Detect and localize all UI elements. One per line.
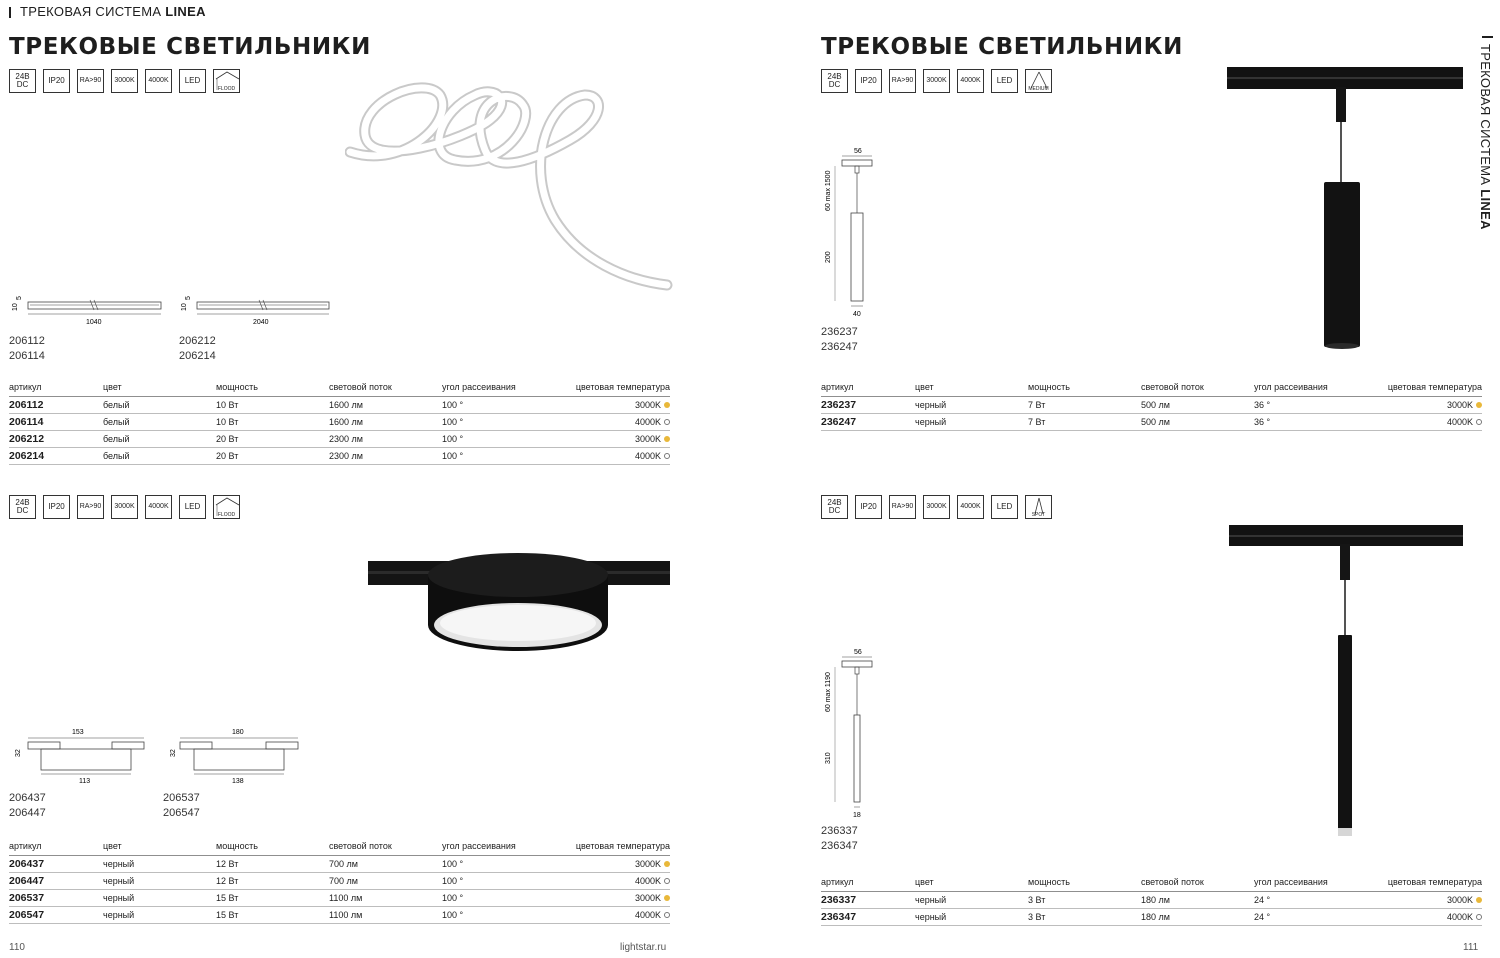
spec-table-right-block2 bbox=[821, 872, 1482, 926]
model-code: 206114 bbox=[9, 350, 45, 362]
temperature-cell bbox=[1367, 912, 1482, 922]
dim-height: 32 bbox=[15, 749, 22, 757]
article-cell: 206212 bbox=[9, 433, 45, 445]
dim-top: 180 bbox=[232, 729, 244, 736]
column-header: угол рассеивания bbox=[442, 840, 516, 851]
temperature-value: 4000K bbox=[634, 910, 661, 920]
color-cell: черный bbox=[915, 895, 947, 905]
article-cell: 236237 bbox=[821, 399, 857, 411]
column-header: световой поток bbox=[1141, 381, 1204, 392]
color-cell: черный bbox=[103, 910, 135, 920]
temperature-value: 4000K bbox=[634, 417, 661, 427]
strip-drawing-2040 bbox=[177, 290, 337, 330]
angle-cell: 100 ° bbox=[442, 859, 464, 869]
flux-cell: 1600 лм bbox=[329, 417, 363, 427]
model-codes-a bbox=[9, 334, 45, 364]
article-cell: 236247 bbox=[821, 416, 857, 428]
dim-cable: 60 max 1190 bbox=[825, 672, 832, 712]
column-header: угол рассеивания bbox=[1254, 381, 1328, 392]
table-header bbox=[821, 377, 1482, 397]
ip-rating-icon: IP20 bbox=[43, 69, 70, 93]
table-row bbox=[9, 397, 670, 414]
flux-cell: 180 лм bbox=[1141, 912, 1170, 922]
temp-4000k-icon: 4000K bbox=[145, 69, 172, 93]
dim-depth: 5 bbox=[16, 296, 23, 300]
table-row bbox=[9, 873, 670, 890]
article-cell: 206214 bbox=[9, 450, 45, 462]
temperature-value: 3000K bbox=[634, 859, 661, 869]
power-cell: 3 Вт bbox=[1028, 895, 1046, 905]
temp-4000k-icon: 4000K bbox=[957, 69, 984, 93]
dim-bottom: 138 bbox=[232, 778, 244, 785]
color-cell: черный bbox=[915, 417, 947, 427]
page-title-left: ТРЕКОВЫЕ СВЕТИЛЬНИКИ bbox=[9, 34, 371, 60]
dim-height: 32 bbox=[170, 749, 177, 757]
cri-icon: RA>90 bbox=[889, 69, 916, 93]
flux-cell: 1600 лм bbox=[329, 400, 363, 410]
table-row bbox=[9, 448, 670, 465]
color-cell: черный bbox=[103, 876, 135, 886]
table-row bbox=[821, 397, 1482, 414]
model-code: 206214 bbox=[179, 350, 216, 362]
column-header: артикул bbox=[9, 381, 42, 392]
model-code: 206112 bbox=[9, 335, 45, 347]
temperature-cell bbox=[555, 400, 670, 410]
series-label-vertical: ТРЕКОВАЯ СИСТЕМА LINEA bbox=[1478, 44, 1493, 230]
angle-cell: 24 ° bbox=[1254, 895, 1271, 905]
warm-light-icon bbox=[1476, 897, 1482, 903]
angle-cell: 100 ° bbox=[442, 893, 464, 903]
page-number-right: 111 bbox=[1463, 942, 1479, 953]
power-cell: 12 Вт bbox=[216, 859, 239, 869]
temperature-value: 4000K bbox=[1446, 912, 1473, 922]
color-cell: белый bbox=[103, 451, 130, 461]
angle-cell: 100 ° bbox=[442, 451, 464, 461]
temperature-value: 4000K bbox=[634, 451, 661, 461]
table-row bbox=[9, 431, 670, 448]
site-link[interactable]: lightstar.ru bbox=[620, 942, 667, 953]
temp-3000k-icon: 3000K bbox=[923, 495, 950, 519]
angle-cell: 100 ° bbox=[442, 417, 464, 427]
dim-height: 10 bbox=[12, 303, 19, 311]
table-header bbox=[821, 872, 1482, 892]
model-code: 206447 bbox=[9, 807, 46, 819]
column-header: световой поток bbox=[329, 840, 392, 851]
temperature-cell bbox=[555, 434, 670, 444]
power-cell: 10 Вт bbox=[216, 417, 239, 427]
spec-icons-right-block1 bbox=[821, 69, 1052, 93]
table-row bbox=[9, 907, 670, 924]
warm-light-icon bbox=[664, 895, 670, 901]
table-header bbox=[9, 836, 670, 856]
temp-4000k-icon: 4000K bbox=[145, 495, 172, 519]
temperature-cell bbox=[555, 876, 670, 886]
table-row bbox=[9, 856, 670, 873]
spot-beam-icon: SPOT bbox=[1025, 495, 1052, 519]
power-cell: 12 Вт bbox=[216, 876, 239, 886]
led-icon: LED bbox=[179, 69, 206, 93]
medium-beam-icon: MEDIUM bbox=[1025, 69, 1052, 93]
temperature-cell bbox=[1367, 400, 1482, 410]
flux-cell: 500 лм bbox=[1141, 400, 1170, 410]
temperature-value: 3000K bbox=[1446, 400, 1473, 410]
article-cell: 206537 bbox=[9, 892, 45, 904]
article-cell: 206547 bbox=[9, 909, 45, 921]
column-header: мощность bbox=[1028, 381, 1070, 392]
column-header: артикул bbox=[9, 840, 42, 851]
dim-cable: 60 max 1500 bbox=[825, 170, 832, 211]
spec-table-block1 bbox=[9, 377, 670, 465]
color-cell: белый bbox=[103, 434, 130, 444]
column-header: артикул bbox=[821, 381, 854, 392]
series-heading-left bbox=[20, 4, 206, 19]
temperature-value: 3000K bbox=[1446, 895, 1473, 905]
power-cell: 15 Вт bbox=[216, 893, 239, 903]
flux-cell: 2300 лм bbox=[329, 451, 363, 461]
column-header: мощность bbox=[216, 840, 258, 851]
column-header: угол рассеивания bbox=[1254, 876, 1328, 887]
column-header: цветовая температура bbox=[1387, 876, 1482, 887]
column-header: мощность bbox=[1028, 876, 1070, 887]
power-cell: 3 Вт bbox=[1028, 912, 1046, 922]
warm-light-icon bbox=[1476, 402, 1482, 408]
flux-cell: 1100 лм bbox=[329, 893, 363, 903]
temp-4000k-icon: 4000K bbox=[957, 495, 984, 519]
voltage-icon: 24В DC bbox=[821, 495, 848, 519]
temperature-value: 3000K bbox=[634, 434, 661, 444]
angle-cell: 100 ° bbox=[442, 876, 464, 886]
color-cell: черный bbox=[915, 912, 947, 922]
temp-3000k-icon: 3000K bbox=[111, 69, 138, 93]
cri-icon: RA>90 bbox=[77, 495, 104, 519]
column-header: артикул bbox=[821, 876, 854, 887]
spec-icons-right-block2 bbox=[821, 495, 1052, 519]
article-cell: 206112 bbox=[9, 399, 44, 411]
round-luminaire-image bbox=[366, 545, 672, 680]
temperature-cell bbox=[555, 417, 670, 427]
color-cell: черный bbox=[103, 893, 135, 903]
series-marker bbox=[1482, 36, 1493, 38]
spec-icons-block2 bbox=[9, 495, 240, 519]
dim-length: 1040 bbox=[86, 319, 102, 326]
column-header: цветовая температура bbox=[575, 381, 670, 392]
color-cell: белый bbox=[103, 417, 130, 427]
page-title-right: ТРЕКОВЫЕ СВЕТИЛЬНИКИ bbox=[821, 34, 1183, 60]
page-number-left: 110 bbox=[9, 942, 25, 953]
dim-top: 56 bbox=[854, 148, 862, 155]
color-cell: белый bbox=[103, 400, 130, 410]
temperature-value: 4000K bbox=[1446, 417, 1473, 427]
power-cell: 7 Вт bbox=[1028, 417, 1046, 427]
angle-cell: 36 ° bbox=[1254, 417, 1271, 427]
ip-rating-icon: IP20 bbox=[855, 495, 882, 519]
temperature-value: 3000K bbox=[634, 400, 661, 410]
luminaire-drawing-153 bbox=[8, 725, 153, 787]
series-heading-right bbox=[1478, 36, 1496, 230]
table-row bbox=[821, 414, 1482, 431]
column-header: цветовая температура bbox=[1387, 381, 1482, 392]
angle-cell: 100 ° bbox=[442, 434, 464, 444]
luminaire-drawing-180 bbox=[163, 725, 308, 787]
table-header bbox=[9, 377, 670, 397]
voltage-icon: 24В DC bbox=[9, 495, 36, 519]
spec-icons-block1 bbox=[9, 69, 240, 93]
flood-beam-icon: FLOOD bbox=[213, 495, 240, 519]
model-codes-right-block1 bbox=[821, 325, 858, 355]
warm-light-icon bbox=[664, 861, 670, 867]
flux-cell: 1100 лм bbox=[329, 910, 363, 920]
flux-cell: 700 лм bbox=[329, 876, 358, 886]
voltage-icon: 24В DC bbox=[821, 69, 848, 93]
led-icon: LED bbox=[179, 495, 206, 519]
dim-top: 56 bbox=[854, 649, 862, 656]
cold-light-icon bbox=[664, 453, 670, 459]
temp-3000k-icon: 3000K bbox=[923, 69, 950, 93]
article-cell: 236337 bbox=[821, 894, 857, 906]
model-codes-right-block2 bbox=[821, 824, 858, 854]
series-label: ТРЕКОВАЯ СИСТЕМА bbox=[20, 4, 162, 19]
led-icon: LED bbox=[991, 495, 1018, 519]
cri-icon: RA>90 bbox=[77, 69, 104, 93]
color-cell: черный bbox=[103, 859, 135, 869]
column-header: цвет bbox=[915, 876, 934, 887]
angle-cell: 100 ° bbox=[442, 400, 464, 410]
dim-height: 10 bbox=[181, 303, 188, 311]
cold-light-icon bbox=[664, 878, 670, 884]
model-codes-b bbox=[179, 334, 216, 364]
pendant-drawing-310 bbox=[816, 644, 886, 822]
article-cell: 206437 bbox=[9, 858, 45, 870]
power-cell: 15 Вт bbox=[216, 910, 239, 920]
table-row bbox=[9, 414, 670, 431]
dim-bottom: 18 bbox=[853, 812, 861, 819]
table-row bbox=[9, 890, 670, 907]
ip-rating-icon: IP20 bbox=[43, 495, 70, 519]
angle-cell: 24 ° bbox=[1254, 912, 1271, 922]
power-cell: 20 Вт bbox=[216, 451, 239, 461]
flux-cell: 2300 лм bbox=[329, 434, 363, 444]
dim-length: 2040 bbox=[253, 319, 269, 326]
temperature-cell bbox=[1367, 895, 1482, 905]
model-codes-b bbox=[163, 791, 200, 821]
cold-light-icon bbox=[1476, 914, 1482, 920]
column-header: цвет bbox=[103, 381, 122, 392]
spec-table-right-block1 bbox=[821, 377, 1482, 431]
strip-drawing-1040 bbox=[8, 290, 168, 330]
column-header: мощность bbox=[216, 381, 258, 392]
cold-light-icon bbox=[664, 912, 670, 918]
table-row bbox=[821, 892, 1482, 909]
color-cell: черный bbox=[915, 400, 947, 410]
column-header: угол рассеивания bbox=[442, 381, 516, 392]
ip-rating-icon: IP20 bbox=[855, 69, 882, 93]
warm-light-icon bbox=[664, 402, 670, 408]
column-header: световой поток bbox=[329, 381, 392, 392]
model-code: 236237 bbox=[821, 326, 858, 338]
cold-light-icon bbox=[664, 419, 670, 425]
voltage-icon: 24В DC bbox=[9, 69, 36, 93]
cold-light-icon bbox=[1476, 419, 1482, 425]
angle-cell: 100 ° bbox=[442, 910, 464, 920]
warm-light-icon bbox=[664, 436, 670, 442]
spec-table-block2 bbox=[9, 836, 670, 924]
flux-cell: 700 лм bbox=[329, 859, 358, 869]
temperature-value: 3000K bbox=[634, 893, 661, 903]
series-name: LINEA bbox=[165, 4, 206, 19]
pendant-drawing-200 bbox=[816, 143, 886, 321]
temp-3000k-icon: 3000K bbox=[111, 495, 138, 519]
neon-strip-image bbox=[345, 80, 675, 295]
dim-body: 310 bbox=[825, 752, 832, 764]
model-code: 206437 bbox=[9, 792, 46, 804]
column-header: цветовая температура bbox=[575, 840, 670, 851]
temperature-cell bbox=[555, 893, 670, 903]
model-code: 206537 bbox=[163, 792, 200, 804]
angle-cell: 36 ° bbox=[1254, 400, 1271, 410]
column-header: цвет bbox=[103, 840, 122, 851]
column-header: световой поток bbox=[1141, 876, 1204, 887]
temperature-cell bbox=[555, 451, 670, 461]
article-cell: 236347 bbox=[821, 911, 857, 923]
power-cell: 10 Вт bbox=[216, 400, 239, 410]
model-code: 236337 bbox=[821, 825, 858, 837]
model-code: 206212 bbox=[179, 335, 216, 347]
article-cell: 206114 bbox=[9, 416, 44, 428]
flux-cell: 180 лм bbox=[1141, 895, 1170, 905]
dim-body: 200 bbox=[825, 251, 832, 263]
dim-bottom: 40 bbox=[853, 311, 861, 318]
model-codes-a bbox=[9, 791, 46, 821]
temperature-cell bbox=[555, 910, 670, 920]
dim-depth: 5 bbox=[185, 296, 192, 300]
model-code: 236247 bbox=[821, 341, 858, 353]
flux-cell: 500 лм bbox=[1141, 417, 1170, 427]
article-cell: 206447 bbox=[9, 875, 45, 887]
dim-top: 153 bbox=[72, 729, 84, 736]
temperature-cell bbox=[555, 859, 670, 869]
flood-beam-icon: FLOOD bbox=[213, 69, 240, 93]
model-code: 206547 bbox=[163, 807, 200, 819]
temperature-value: 4000K bbox=[634, 876, 661, 886]
column-header: цвет bbox=[915, 381, 934, 392]
cri-icon: RA>90 bbox=[889, 495, 916, 519]
power-cell: 20 Вт bbox=[216, 434, 239, 444]
series-marker bbox=[9, 7, 11, 18]
dim-bottom: 113 bbox=[79, 778, 91, 785]
table-row bbox=[821, 909, 1482, 926]
pendant-cylinder-image bbox=[1225, 67, 1465, 352]
model-code: 236347 bbox=[821, 840, 858, 852]
led-icon: LED bbox=[991, 69, 1018, 93]
pendant-slim-image bbox=[1227, 525, 1467, 840]
power-cell: 7 Вт bbox=[1028, 400, 1046, 410]
temperature-cell bbox=[1367, 417, 1482, 427]
